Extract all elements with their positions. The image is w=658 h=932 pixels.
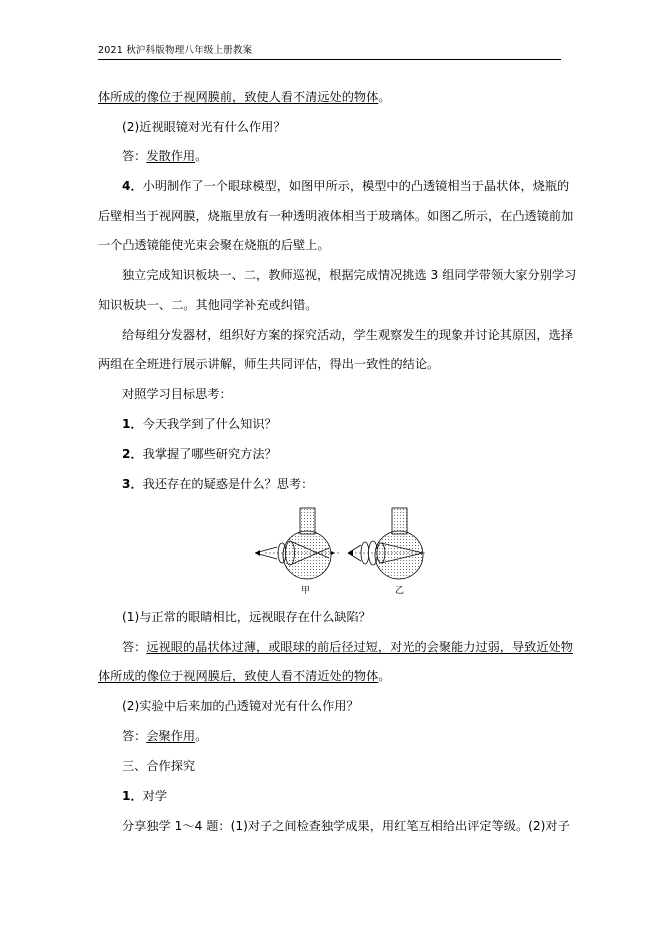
numbered-item: 1．今天我学到了什么知识？ (122, 417, 277, 431)
question-line: (2)近视眼镜对光有什么作用？ (122, 120, 286, 134)
text-line: 给每组分发器材，组织好方案的探究活动，学生观察发生的现象并讨论其原因，选择 (122, 328, 573, 342)
text-line: 一个凸透镜能使光束会聚在烧瓶的后壁上。 (98, 238, 330, 252)
text-line: 独立完成知识板块一、二，教师巡视，根据完成情况挑选 3 组同学带领大家分别学习 (122, 268, 577, 282)
section-heading: 三、合作探究 (122, 759, 196, 773)
answer-text: 会聚作用 (146, 729, 196, 743)
text-line: 后壁相当于视网膜，烧瓶里放有一种透明液体相当于玻璃体。如图乙所示，在凸透镜前加 (98, 209, 574, 223)
item-number: 4． (122, 179, 143, 193)
text-line: 体所成的像位于视网膜后，致使人看不清近处的物体。 (98, 669, 391, 683)
text-line: 体所成的像位于视网膜前，致使人看不清远处的物体。 (98, 90, 391, 104)
header-divider (98, 59, 561, 60)
numbered-item: 1．对学 (122, 789, 168, 803)
text-line: 知识板块一、二。其他同学补充或纠错。 (98, 298, 318, 312)
text-line: 两组在全班进行展示讲解，师生共同评估，得出一致性的结论。 (98, 357, 440, 371)
answer-text: 远视眼的晶状体过薄，或眼球的前后径过短，对光的会聚能力过弱，导致近处物 (146, 640, 573, 654)
answer-text: 体所成的像位于视网膜前，致使人看不清远处的物体 (98, 90, 379, 104)
item-number: 2． (122, 447, 143, 461)
figure-label-b: 乙 (395, 586, 405, 595)
answer-text: 发散作用 (146, 149, 196, 163)
question-line: (1)与正常的眼睛相比，远视眼存在什么缺陷？ (122, 610, 371, 624)
flask-diagram-a (255, 508, 340, 595)
eye-model-figure (255, 505, 430, 595)
numbered-item: 3．我还存在的疑惑是什么？思考： (122, 477, 314, 491)
page-header: 2021 秋沪科版物理八年级上册教案 (98, 45, 253, 56)
flask-diagram-b (348, 508, 425, 595)
answer-line: 答：远视眼的晶状体过薄，或眼球的前后径过短，对光的会聚能力过弱，导致近处物 (122, 640, 573, 654)
figure-label-a: 甲 (301, 586, 311, 595)
item-number: 1． (122, 789, 143, 803)
numbered-item: 2．我掌握了哪些研究方法？ (122, 447, 277, 461)
answer-text: 体所成的像位于视网膜后，致使人看不清近处的物体 (98, 669, 379, 683)
answer-line: 答：发散作用。 (122, 149, 208, 163)
answer-line: 答：会聚作用。 (122, 729, 208, 743)
text-line: 对照学习目标思考： (122, 387, 232, 401)
text-line: 分享独学 1～4 题：(1)对子之间检查独学成果，用红笔互相给出评定等级。(2)对子 (122, 819, 570, 833)
item-number: 1． (122, 417, 143, 431)
numbered-item: 4．小明制作了一个眼球模型，如图甲所示，模型中的凸透镜相当于晶状体，烧瓶的 (122, 179, 570, 193)
item-number: 3． (122, 477, 143, 491)
question-line: (2)实验中后来加的凸透镜对光有什么作用？ (122, 699, 359, 713)
